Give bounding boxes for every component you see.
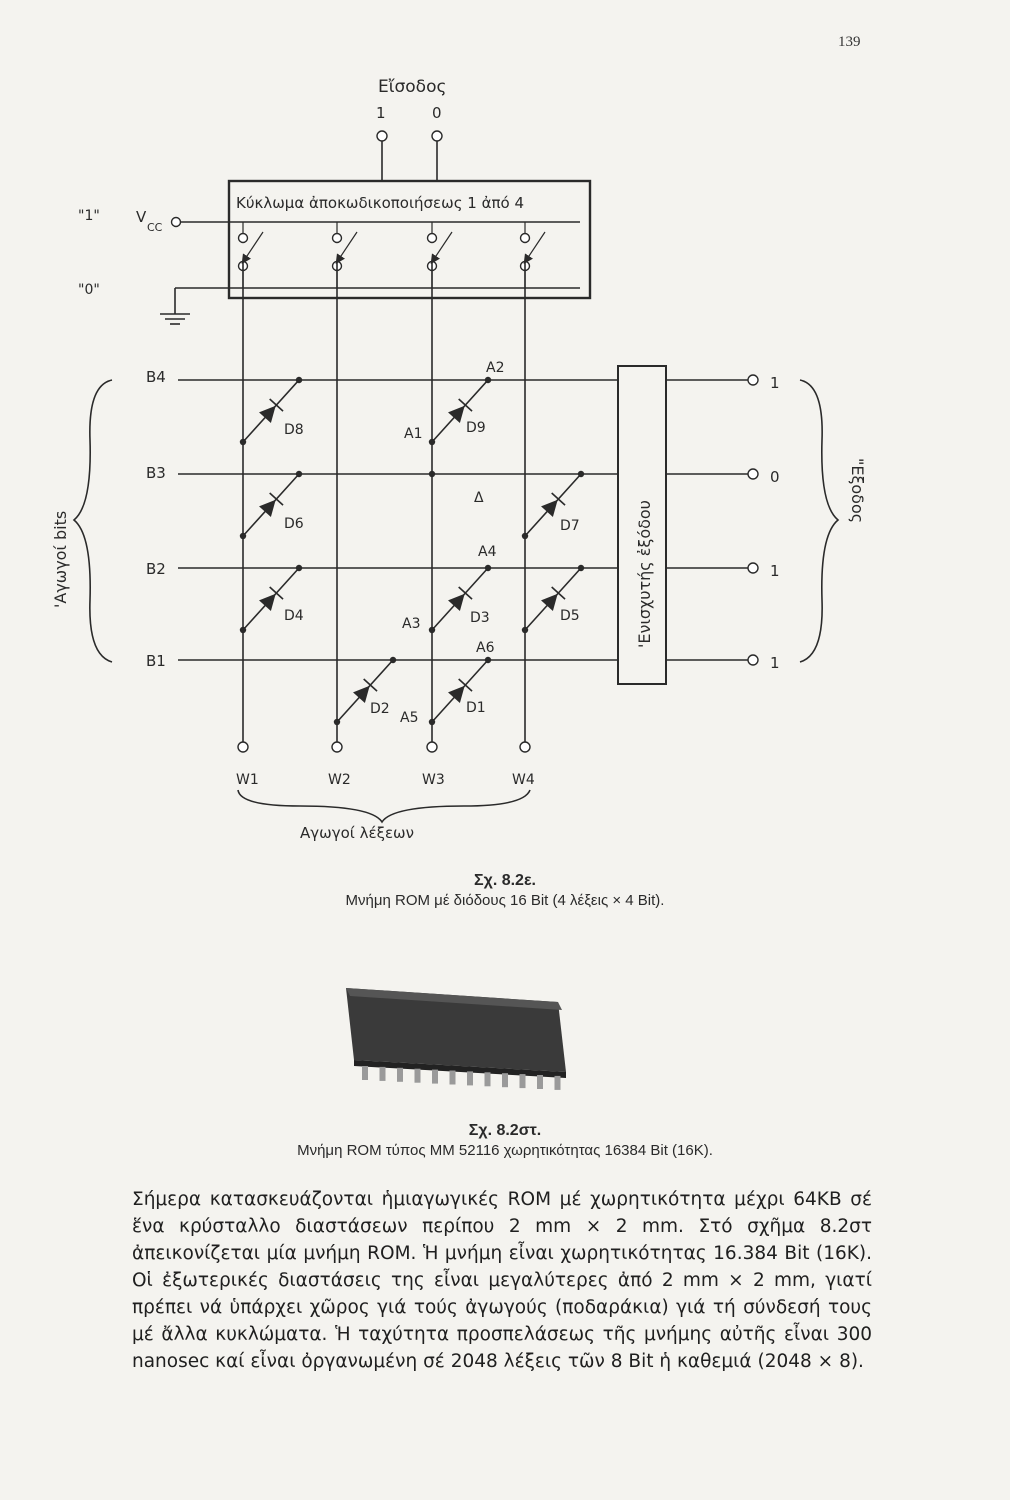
word-line-label-w2: W2 — [328, 772, 351, 788]
bit-lines-group-label: 'Αγωγοί bits — [51, 510, 70, 608]
output-brace — [800, 380, 838, 662]
output-value-2: 0 — [770, 468, 780, 486]
diode-label-d5: D5 — [560, 608, 580, 624]
ground-symbol — [160, 314, 190, 324]
decoder-switches — [239, 222, 546, 288]
chip-pin — [555, 1076, 561, 1090]
word-line-label-w3: W3 — [422, 772, 445, 788]
bit-line-label-b3: B3 — [146, 464, 166, 482]
body-paragraph: Σήμερα κατασκευάζονται ἡμιαγωγικές ROM μέ χωρητικότητα μέχρι 64KB σέ ἕνα κρύσταλλο διαστάσεων περίπου 2 mm × 2 mm. Στό σχῆμα 8.2στ ἀπεικονίζεται μία μνήμη ROM. Ἡ μνήμη εἶναι χωρητικότητας 16.384 Bit (16K). Οἱ ἐξωτερικές διαστάσεις της εἶναι μεγαλύτερες ἀπό 2 mm × 2 mm, γιατί πρέπει νά ὑπάρχει χῶρος γιά τούς ἀγωγούς (ποδαράκια) γιά τή σύνδεσή τους μέ ἄλλα κυκλώματα. Ἡ ταχύτητα προσπελάσεως τῆς μνήμης αὐτῆς εἶναι 300 nanosec καί εἶναι ὀργανωμένη σέ 2048 λέξεις τῶν 8 Bit ἡ καθεμιά (2048 × 8). — [132, 1189, 872, 1372]
bit-line-label-b2: B2 — [146, 560, 166, 578]
figure-2-caption — [0, 1122, 1010, 1159]
diode-label-d1: D1 — [466, 700, 486, 716]
chip-pin — [485, 1072, 491, 1086]
chip-pin — [380, 1067, 386, 1081]
chip-pin — [450, 1071, 456, 1085]
point-label-a1: A1 — [404, 426, 423, 442]
output-lines — [666, 375, 758, 665]
vcc-terminal — [172, 218, 181, 227]
bit-line-label-b4: B4 — [146, 368, 166, 386]
output-terminal-3 — [748, 563, 758, 573]
chip-pin — [432, 1070, 438, 1084]
output-value-3: 1 — [770, 562, 780, 580]
input-value-1: 1 — [376, 104, 386, 122]
output-value-4: 1 — [770, 654, 780, 672]
diode-label-d8: D8 — [284, 422, 304, 438]
bit-lines — [178, 380, 618, 660]
switch-contact-top-1 — [239, 234, 248, 243]
diode-label-d9: D9 — [466, 420, 486, 436]
bit-line-label-b1: B1 — [146, 652, 166, 670]
word-line-terminal-w3 — [427, 742, 437, 752]
rom-chip-photo — [340, 980, 572, 1092]
diode-label-d6: D6 — [284, 516, 304, 532]
vcc-subscript: CC — [147, 221, 163, 234]
word-line-terminal-w1 — [238, 742, 248, 752]
point-label-a4: A4 — [478, 544, 497, 560]
output-terminal-4 — [748, 655, 758, 665]
vcc-logic-label: "1" — [78, 208, 100, 224]
chip-pin — [502, 1073, 508, 1087]
word-line-label-w1: W1 — [236, 772, 259, 788]
bit-lines-brace — [74, 380, 112, 662]
chip-pin — [415, 1069, 421, 1083]
point-label-a5: A5 — [400, 710, 419, 726]
input-terminal-1 — [377, 131, 387, 141]
diode-label-d3: D3 — [470, 610, 490, 626]
output-amplifier-label: 'Ενισχυτής ἐξόδου — [635, 500, 654, 648]
output-value-1: 1 — [770, 374, 780, 392]
word-lines-group-label: Αγωγοί λέξεων — [300, 824, 414, 842]
input-label: Εἴσοδος — [378, 77, 447, 97]
input-terminal-0 — [432, 131, 442, 141]
diode-label-d2: D2 — [370, 701, 390, 717]
chip-pin — [397, 1068, 403, 1082]
switch-contact-top-2 — [333, 234, 342, 243]
vcc-label: V — [136, 208, 147, 226]
point-label-a2: A2 — [486, 360, 505, 376]
figure-2-description: Μνήμη ROM τύπος MM 52116 χωρητικότητας 16384 Bit (16K). — [297, 1142, 713, 1159]
chip-pin — [467, 1071, 473, 1085]
switch-contact-top-4 — [521, 234, 530, 243]
point-label-a6: A6 — [476, 640, 495, 656]
chip-pin — [362, 1066, 368, 1080]
chip-pin — [537, 1075, 543, 1089]
word-lines-brace — [238, 790, 530, 822]
point-label-delta: Δ — [474, 490, 484, 506]
chip-pin — [520, 1074, 526, 1088]
figure-2-number: Σχ. 8.2στ. — [468, 1122, 542, 1139]
output-group-label: "Εξοδος — [848, 458, 867, 524]
word-line-label-w4: W4 — [512, 772, 535, 788]
point-label-a3: A3 — [402, 616, 421, 632]
output-terminal-2 — [748, 469, 758, 479]
figure-1-number: Σχ. 8.2ε. — [474, 872, 536, 889]
input-value-0: 0 — [432, 104, 442, 122]
word-line-terminal-w4 — [520, 742, 530, 752]
diode-label-d7: D7 — [560, 518, 580, 534]
junction-dot — [429, 471, 435, 477]
gnd-logic-label: "0" — [78, 282, 100, 298]
figure-1-description: Μνήμη ROM μέ διόδους 16 Bit (4 λέξεις × 4 Bit). — [345, 892, 665, 909]
word-line-terminal-w2 — [332, 742, 342, 752]
switch-contact-top-3 — [428, 234, 437, 243]
page-number: 139 — [838, 34, 861, 50]
output-terminal-1 — [748, 375, 758, 385]
word-lines — [238, 262, 530, 752]
decoder-label: Κύκλωμα ἀποκωδικοποιήσεως 1 ἀπό 4 — [236, 194, 525, 212]
figure-1-caption — [0, 872, 1010, 909]
diode-label-d4: D4 — [284, 608, 304, 624]
